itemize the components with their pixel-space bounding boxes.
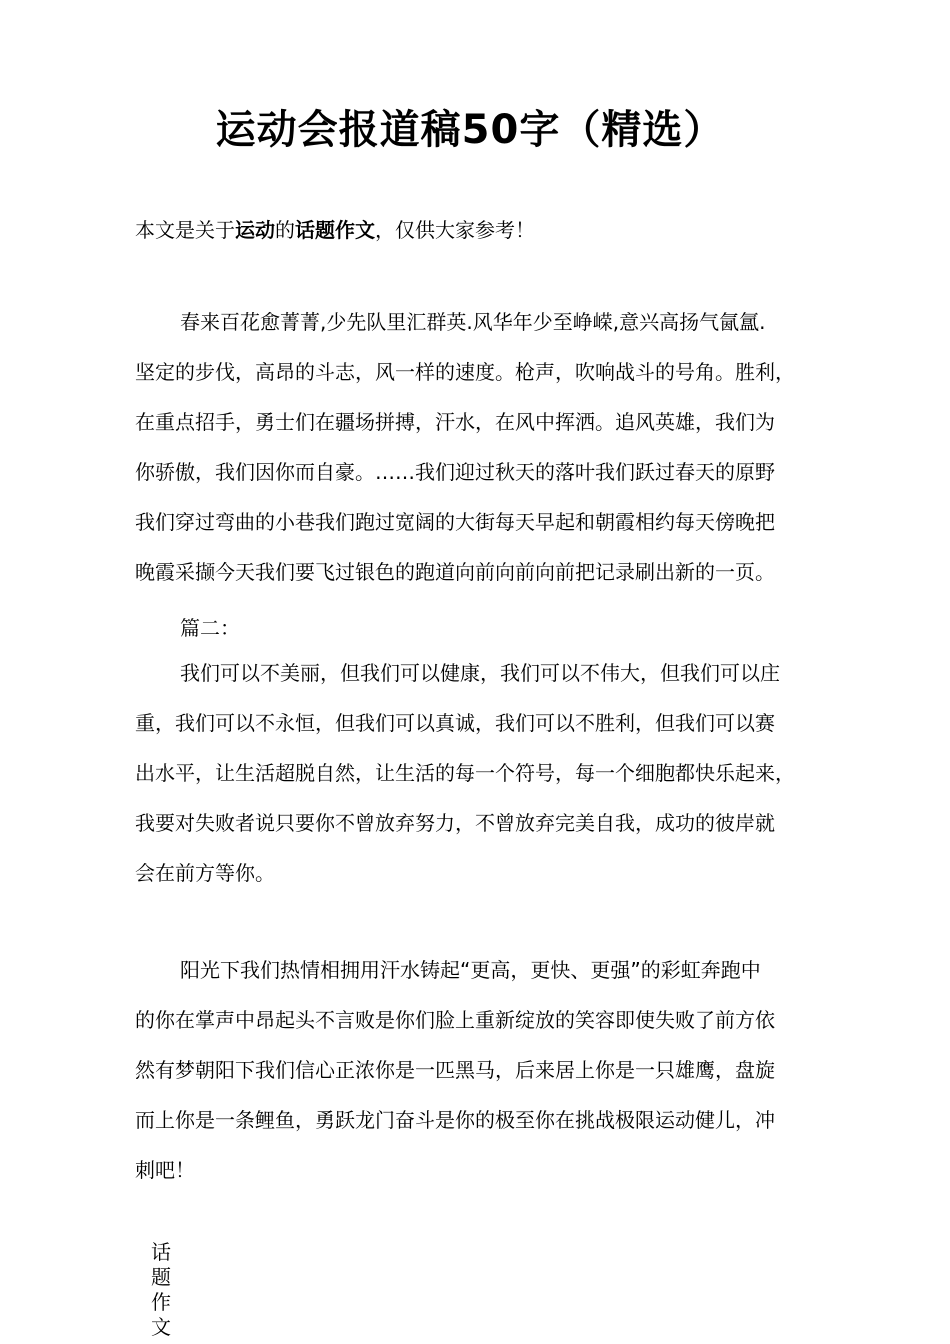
paragraph-1-line: 我们穿过弯曲的小巷我们跑过宽阔的大街每天早起和朝霞相约每天傍晚把 bbox=[135, 510, 775, 534]
paragraph-1-line: 你骄傲，我们因你而自豪。……我们迎过秋天的落叶我们跃过春天的原野 bbox=[135, 460, 775, 484]
paragraph-2-line: 我要对失败者说只要你不曾放弃努力，不曾放弃完美自我，成功的彼岸就 bbox=[135, 811, 775, 835]
paragraph-3-line: 刺吧！ bbox=[135, 1158, 195, 1182]
intro-keyword-topic: 话题作文 bbox=[295, 218, 375, 242]
paragraph-2-line: 我们可以不美丽，但我们可以健康，我们可以不伟大，但我们可以庄 bbox=[180, 661, 780, 685]
paragraph-1-line: 坚定的步伐，高昂的斗志，风一样的速度。枪声，吹响战斗的号角。胜利， bbox=[135, 360, 795, 384]
vertical-tag-char: 话 bbox=[151, 1240, 171, 1264]
vertical-topic-tag bbox=[148, 1240, 174, 1340]
document-title: 运动会报道稿50字（精选） bbox=[215, 107, 725, 153]
section-heading-text: 篇二： bbox=[180, 616, 240, 640]
paragraph-1-line: 在重点招手，勇士们在疆场拼搏，汗水，在风中挥洒。追风英雄，我们为 bbox=[135, 410, 775, 434]
paragraph-3-line: 然有梦朝阳下我们信心正浓你是一匹黑马，后来居上你是一只雄鹰，盘旋 bbox=[135, 1058, 775, 1082]
paragraph-3 bbox=[135, 945, 835, 1195]
vertical-tag-char: 作 bbox=[151, 1290, 171, 1314]
paragraph-1-line: 晚霞采撷今天我们要飞过银色的跑道向前向前向前把记录刷出新的一页。 bbox=[135, 560, 775, 584]
paragraph-3-line: 的你在掌声中昂起头不言败是你们脸上重新绽放的笑容即使失败了前方依 bbox=[135, 1008, 775, 1032]
paragraph-3-line: 阳光下我们热情相拥用汗水铸起“更高，更快、更强”的彩虹奔跑中 bbox=[180, 958, 761, 982]
section-heading bbox=[135, 603, 835, 653]
paragraph-2 bbox=[135, 648, 835, 898]
paragraph-1-line: 春来百花愈菁菁,少先队里汇群英.风华年少至峥嵘,意兴高扬气氤氲. bbox=[180, 310, 766, 334]
intro-text-1: 本文是关于 bbox=[135, 218, 235, 242]
paragraph-2-line: 会在前方等你。 bbox=[135, 861, 275, 885]
paragraph-1 bbox=[135, 297, 835, 597]
intro-keyword-sport: 运动 bbox=[235, 218, 275, 242]
intro-line bbox=[135, 214, 535, 246]
paragraph-2-line: 出水平，让生活超脱自然，让生活的每一个符号，每一个细胞都快乐起来， bbox=[135, 761, 795, 785]
intro-text-2: 的 bbox=[275, 218, 295, 242]
intro-text-3: ，仅供大家参考！ bbox=[375, 218, 535, 242]
vertical-tag-char: 题 bbox=[151, 1265, 171, 1289]
paragraph-2-line: 重，我们可以不永恒，但我们可以真诚，我们可以不胜利，但我们可以赛 bbox=[135, 711, 775, 735]
paragraph-3-line: 而上你是一条鲤鱼，勇跃龙门奋斗是你的极至你在挑战极限运动健儿，冲 bbox=[135, 1108, 775, 1132]
vertical-tag-char: 文 bbox=[151, 1315, 171, 1339]
